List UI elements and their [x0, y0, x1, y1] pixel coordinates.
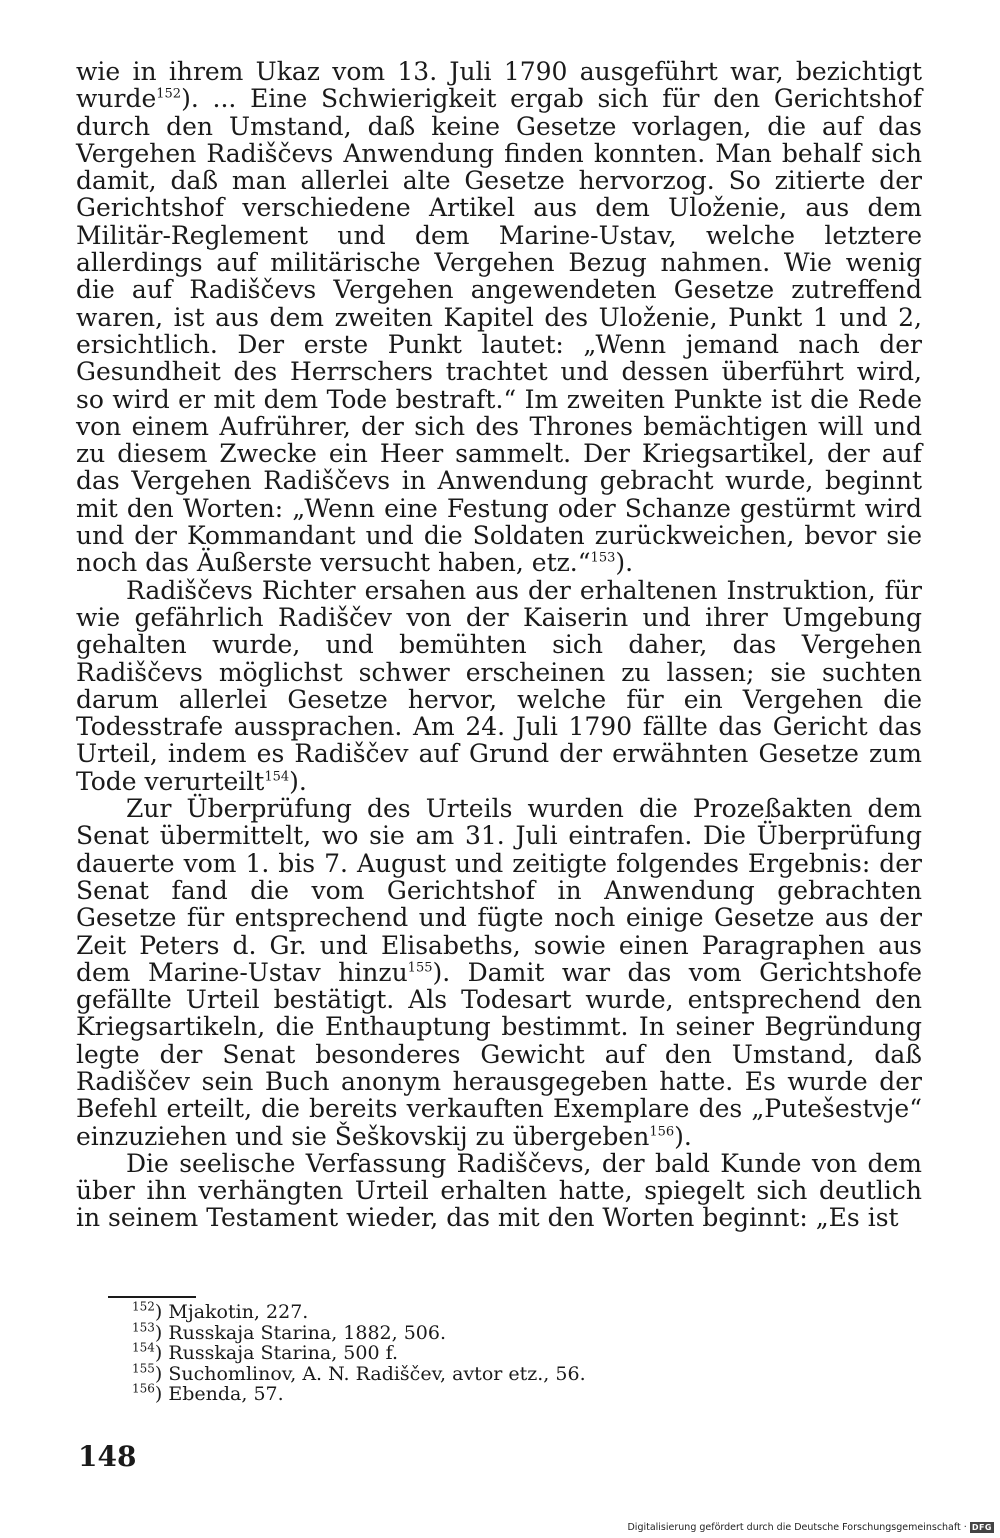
footnote-text: ) Russkaja Starina, 500 f. [154, 1342, 398, 1365]
footnote-number: 154 [132, 1340, 155, 1355]
paragraph-text: Die seelische Verfassung Radiščevs, der bald Kunde von dem über ihn verhängten Urteil erhalten hatte, spiegelt sich deutlich in seinem Testament wieder, das mit den Worten beginnt: „Es ist [76, 1148, 922, 1233]
footnote-number: 156 [132, 1382, 155, 1397]
footnote-reference: 153 [590, 551, 616, 567]
paragraph-text: ). Damit war das vom Gerichtshofe gefällte Urteil bestätigt. Als Todesart wurde, entsprechend den Kriegsartikeln, die Enthauptung bestimmt. In seiner Begründung legte der Senat besonderes Gewicht auf den Umstand, daß Radiščev sein Buch anonym herausgegeben hatte. Es wurde der Befehl erteilt, die bereits verkauften Exemplare des „Putešestvje“ einzuziehen und sie Šeškovskij zu übergeben [76, 957, 922, 1151]
paragraph-text: wie in ihrem Ukaz vom 13. Juli 1790 ausgeführt war, bezichtigt wurde [76, 57, 922, 114]
footnote [132, 1340, 832, 1365]
footnote-reference: 155 [407, 960, 433, 976]
footnote-text: ) Suchomlinov, A. N. Radiščev, avtor etz., 56. [154, 1362, 586, 1385]
footnote [132, 1361, 832, 1385]
main-text [76, 58, 922, 1232]
footnote-text: ) Mjakotin, 227. [154, 1301, 309, 1323]
footnote-number: 155 [132, 1361, 155, 1376]
paragraph [76, 1150, 922, 1232]
paragraph-text: ). [289, 766, 307, 796]
page-body [76, 58, 922, 1232]
paragraph-text: Zur Überprüfung des Urteils wurden die Prozeßakten dem Senat übermittelt, wo sie am 31. Juli eintrafen. Die Überprüfung dauerte vom 1. bis 7. August und zeitigte folgendes Ergebnis: der Senat fand die vom Gerichtshof in Anwendung gebrachten Gesetze für entsprechend und fügte noch einige Gesetze aus der Zeit Peters d. Gr. und Elisabeths, sowie einen Paragraphen aus dem Marine-Ustav hinzu [76, 794, 922, 987]
paragraph-text: Radiščevs Richter ersahen aus der erhaltenen Instruktion, für wie gefährlich Radiščev von der Kaiserin und ihrer Umgebung gehalten wurde, und bemühten sich daher, das Vergehen Radiščevs möglichst schwer erscheinen zu lassen; sie suchten darum allerlei Gesetze hervor, welche für ein Vergehen die Todesstrafe aussprachen. Am 24. Juli 1790 fällte das Gericht das Urteil, indem es Radiščev auf Grund der erwähnten Gesetze zum Tode verurteilt [76, 575, 922, 796]
footnote [132, 1320, 832, 1344]
footnote-reference: 152 [156, 86, 182, 102]
paragraph-text: ). [615, 548, 634, 578]
paragraph-text: ). ... Eine Schwierigkeit ergab sich für den Gerichtshof durch den Umstand, daß keine Gesetze vorlagen, die auf das Vergehen Radiščevs Anwendung finden konnten. Man behalf sich damit, daß man allerlei alte Gesetze hervorzog. So zitierte der Gerichtshof verschiedene Artikel aus dem Uloženie, aus dem Militär-Reglement und dem Marine-Ustav, welche letztere allerdings auf militärische Vergehen Bezug nahmen. Wie wenig die auf Radiščevs Vergehen angewendeten Gesetze zutreffend waren, ist aus dem zweiten Kapitel des Uloženie, Punkt 1 und 2, ersichtlich. Der erste Punkt lautet: „Wenn jemand nach der Gesundheit des Herrschers trachtet und dessen überführt wird, so wird er mit dem Tode bestraft.“ Im zweiten Punkte ist die Rede von einem Aufrührer, der sich des Thrones bemächtigen will und zu diesem Zwecke ein Heer sammelt. Der Kriegsartikel, der auf das Vergehen Radiščevs in Anwendung gebracht wurde, beginnt mit den Worten: „Wenn eine Festung oder Schanze gestürmt wird und der Kommandant und die Soldaten zurückweichen, bevor sie noch das Äußerste versucht haben, etz.“ [76, 84, 922, 578]
digitization-note [627, 1522, 994, 1533]
digitization-note-text: Digitalisierung gefördert durch die Deutsche Forschungsgemeinschaft · [627, 1522, 967, 1533]
page-number: 148 [78, 1440, 137, 1473]
paragraph-text: ). [674, 1121, 692, 1151]
footnotes [132, 1299, 832, 1406]
paragraph [76, 58, 922, 577]
footnote [132, 1384, 832, 1405]
paragraph [76, 795, 922, 1150]
footnote-separator [108, 1296, 196, 1298]
dfg-logo: DFG [971, 1523, 992, 1532]
footnote-number: 153 [132, 1320, 155, 1335]
paragraph [76, 577, 922, 795]
footnote [132, 1299, 832, 1323]
footnote-reference: 156 [649, 1124, 675, 1140]
footnote-text: ) Russkaja Starina, 1882, 506. [154, 1321, 447, 1344]
footnote-number: 152 [132, 1299, 155, 1314]
footnote-reference: 154 [264, 769, 290, 785]
footnote-text: ) Ebenda, 57. [154, 1383, 284, 1406]
